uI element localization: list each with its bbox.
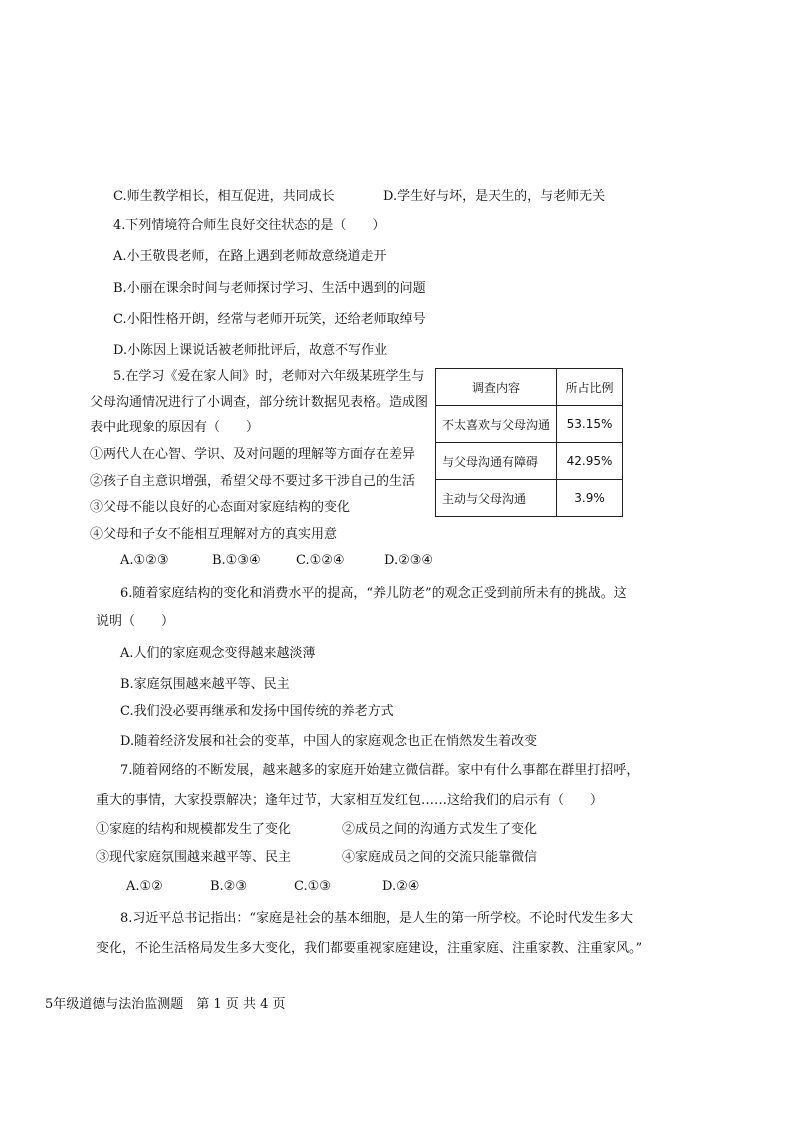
q5-statement-4: ④父母和子女不能相互理解对方的真实用意	[90, 527, 338, 542]
q7-stem-line1: 7.随着网络的不断发展，越来越多的家庭开始建立微信群。家中有什么事都在群里打招呼，	[120, 763, 640, 778]
table-row	[436, 443, 623, 480]
survey-table-header-row	[436, 369, 623, 406]
q5-option-b: B.①③④	[212, 553, 261, 568]
table-row	[436, 406, 623, 443]
q7-statement-2: ②成员之间的沟通方式发生了变化	[342, 822, 538, 837]
q6-stem-line2: 说明（ ）	[96, 614, 175, 629]
q5-statement-1: ①两代人在心智、学识、及对问题的理解等方面存在差异	[90, 447, 416, 462]
q4-option-b: B.小丽在课余时间与老师探讨学习、生活中遇到的问题	[113, 281, 426, 296]
q6-stem-line1: 6.随着家庭结构的变化和消费水平的提高，“养儿防老”的观念正受到前所未有的挑战。这	[120, 586, 627, 601]
table-row	[436, 480, 623, 517]
survey-cell-content: 与父母沟通有障碍	[436, 443, 557, 480]
q3-option-c: C.师生教学相长，相互促进，共同成长	[113, 189, 335, 204]
q4-option-c: C.小阳性格开朗，经常与老师开玩笑，还给老师取绰号	[113, 312, 426, 327]
q8-line1: 8.习近平总书记指出：“家庭是社会的基本细胞，是人生的第一所学校。不论时代发生多大	[120, 911, 634, 926]
survey-table	[435, 368, 623, 517]
q8-line2: 变化，不论生活格局发生多大变化，我们都要重视家庭建设，注重家庭、注重家教、注重家风。”	[96, 941, 643, 956]
survey-header-percentage: 所占比例	[557, 369, 623, 406]
q7-statement-3: ③现代家庭氛围越来越平等、民主	[96, 850, 292, 865]
q6-option-d: D.随着经济发展和社会的变革，中国人的家庭观念也正在悄然发生着改变	[120, 734, 538, 749]
survey-cell-percentage: 53.15%	[557, 406, 623, 443]
q3-option-d: D.学生好与坏，是天生的，与老师无关	[383, 189, 606, 204]
survey-cell-content: 不太喜欢与父母沟通	[436, 406, 557, 443]
q7-option-b: B.②③	[210, 879, 247, 894]
q6-option-b: B.家庭氛围越来越平等、民主	[120, 677, 290, 692]
q5-option-d: D.②③④	[384, 553, 434, 568]
q7-option-c: C.①③	[294, 879, 331, 894]
q7-statement-1: ①家庭的结构和规模都发生了变化	[96, 822, 292, 837]
q6-option-c: C.我们没必要再继承和发扬中国传统的养老方式	[120, 704, 394, 719]
survey-header-content: 调查内容	[436, 369, 557, 406]
q4-option-a: A.小王敬畏老师，在路上遇到老师故意绕道走开	[113, 249, 387, 264]
q6-option-a: A.人们的家庭观念变得越来越淡薄	[120, 646, 316, 661]
q5-stem-line1: 5.在学习《爱在家人间》时，老师对六年级某班学生与	[113, 369, 425, 384]
survey-cell-percentage: 3.9%	[557, 480, 623, 517]
q5-option-c: C.①②④	[296, 553, 345, 568]
q4-option-d: D.小陈因上课说话被老师批评后，故意不写作业	[113, 343, 388, 358]
q7-stem-line2: 重大的事情，大家投票解决；逢年过节，大家相互发红包……这给我们的启示有（ ）	[96, 793, 604, 808]
q7-option-a: A.①②	[126, 879, 163, 894]
survey-cell-content: 主动与父母沟通	[436, 480, 557, 517]
q4-stem: 4.下列情境符合师生良好交往状态的是（ ）	[113, 218, 386, 233]
q5-statement-3: ③父母不能以良好的心态面对家庭结构的变化	[90, 500, 351, 515]
survey-cell-percentage: 42.95%	[557, 443, 623, 480]
q7-option-d: D.②④	[382, 879, 420, 894]
q5-statement-2: ②孩子自主意识增强，希望父母不要过多干涉自己的生活	[90, 474, 416, 489]
q5-stem-line3: 表中此现象的原因有（ ）	[90, 420, 260, 435]
q7-statement-4: ④家庭成员之间的交流只能靠微信	[342, 850, 538, 865]
q5-stem-line2: 父母沟通情况进行了小调查，部分统计数据见表格。造成图	[90, 395, 429, 410]
page-footer: 5年级道德与法治监测题 第 1 页 共 4 页	[45, 997, 286, 1012]
q5-option-a: A.①②③	[120, 553, 169, 568]
